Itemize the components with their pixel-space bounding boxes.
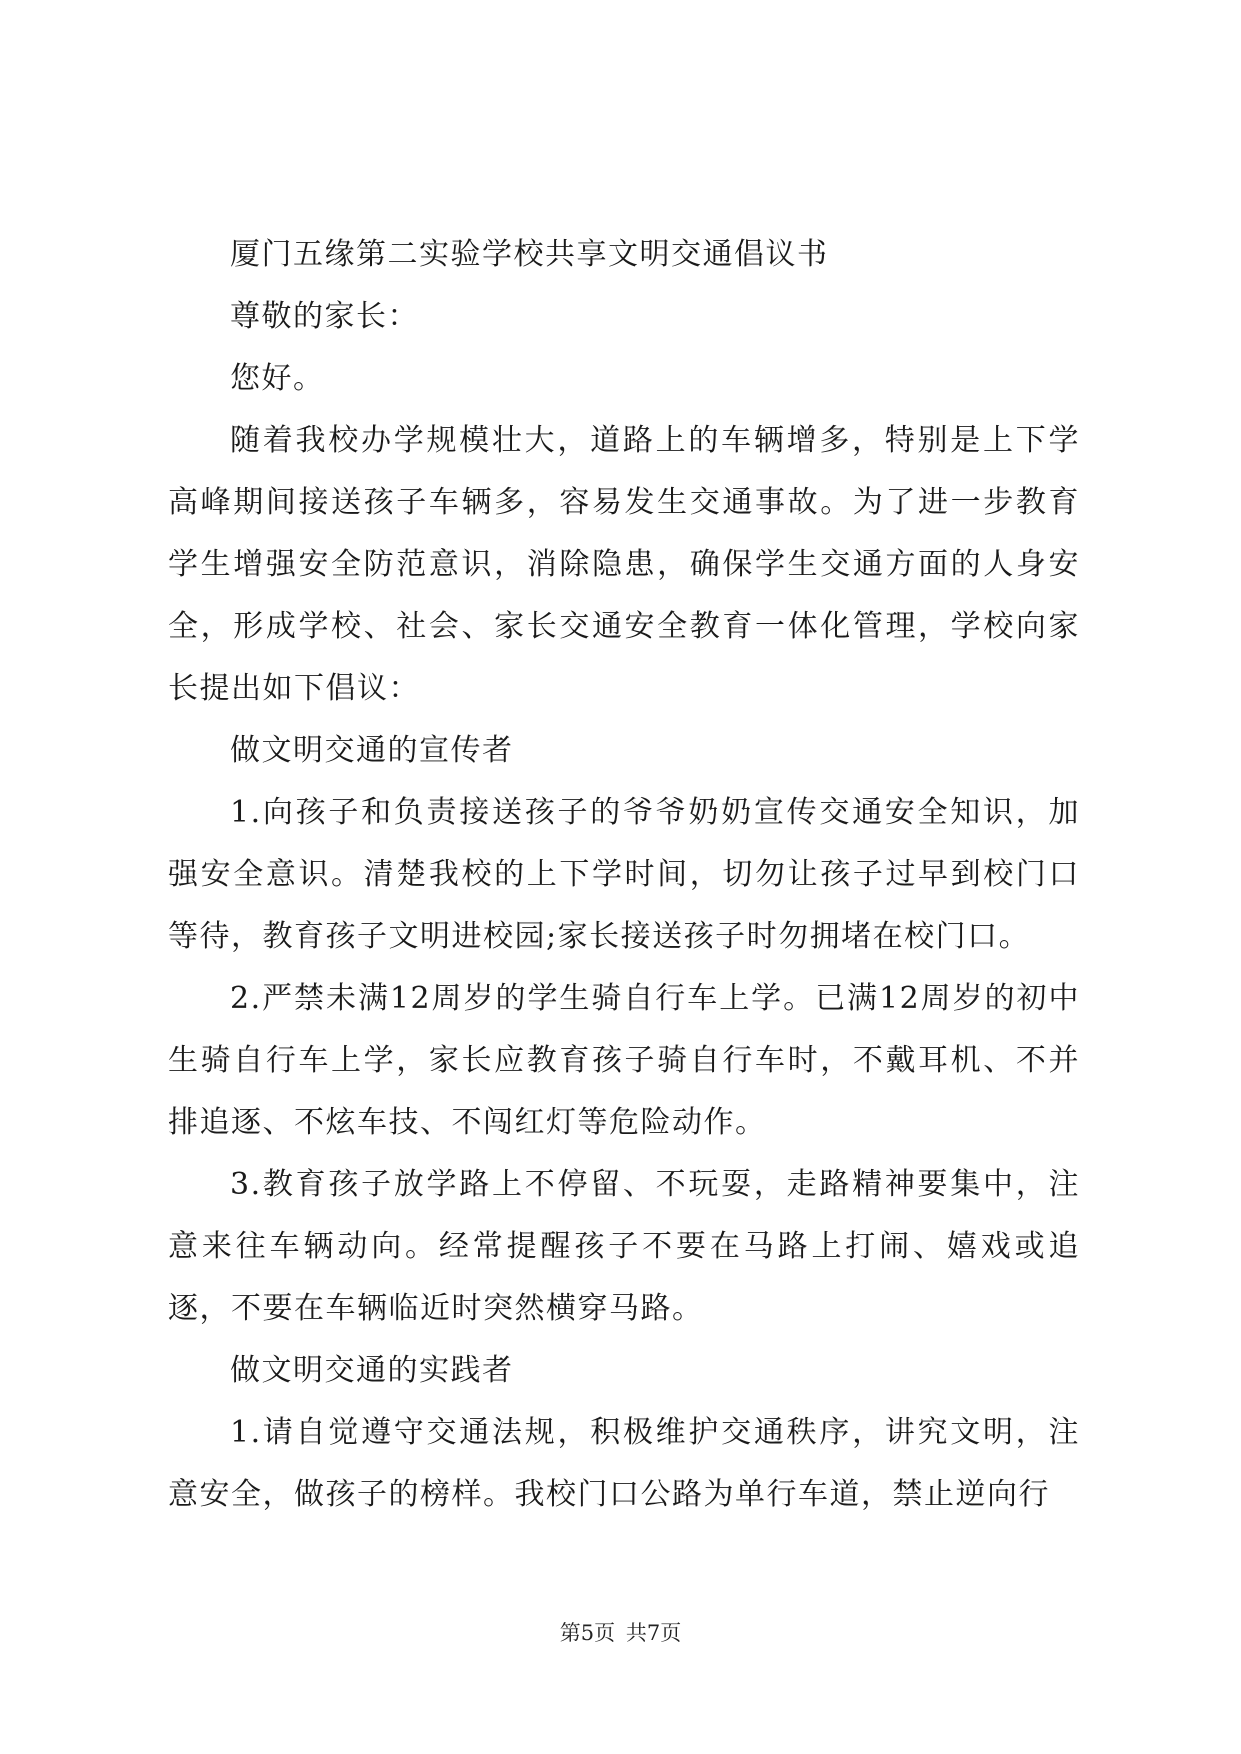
greeting: 尊敬的家长： [230, 299, 419, 334]
document-title: 厦门五缘第二实验学校共享文明交通倡议书 [230, 237, 829, 272]
section-1-heading: 做文明交通的宣传者 [230, 733, 514, 768]
page-total: 共7页 [625, 1621, 682, 1645]
section-1-item: 2.严禁未满12周岁的学生骑自行车上学。已满12周岁的初中生骑自行车上学，家长应教育孩子骑自行车时，不戴耳机、不并排追逐、不炫车技、不闯红灯等危险动作。 [168, 981, 1080, 1140]
intro-paragraph: 随着我校办学规模壮大，道路上的车辆增多，特别是上下学高峰期间接送孩子车辆多，容易发生交通事故。为了进一步教育学生增强安全防范意识，消除隐患，确保学生交通方面的人身安全，形成学校、社会、家长交通安全教育一体化管理，学校向家长提出如下倡议： [168, 423, 1080, 706]
page-number: 第5页 [559, 1621, 616, 1645]
salutation: 您好。 [230, 361, 325, 396]
document-body [168, 224, 1080, 1526]
section-1-item: 1.向孩子和负责接送孩子的爷爷奶奶宣传交通安全知识，加强安全意识。清楚我校的上下学时间，切勿让孩子过早到校门口等待，教育孩子文明进校园;家长接送孩子时勿拥堵在校门口。 [168, 795, 1080, 954]
page-footer [0, 1619, 1241, 1647]
section-2-heading: 做文明交通的实践者 [230, 1353, 514, 1388]
section-2-item: 1.请自觉遵守交通法规，积极维护交通秩序，讲究文明，注意安全，做孩子的榜样。我校门口公路为单行车道，禁止逆向行 [168, 1415, 1080, 1512]
section-1-item: 3.教育孩子放学路上不停留、不玩耍，走路精神要集中，注意来往车辆动向。经常提醒孩子不要在马路上打闹、嬉戏或追逐，不要在车辆临近时突然横穿马路。 [168, 1167, 1080, 1326]
